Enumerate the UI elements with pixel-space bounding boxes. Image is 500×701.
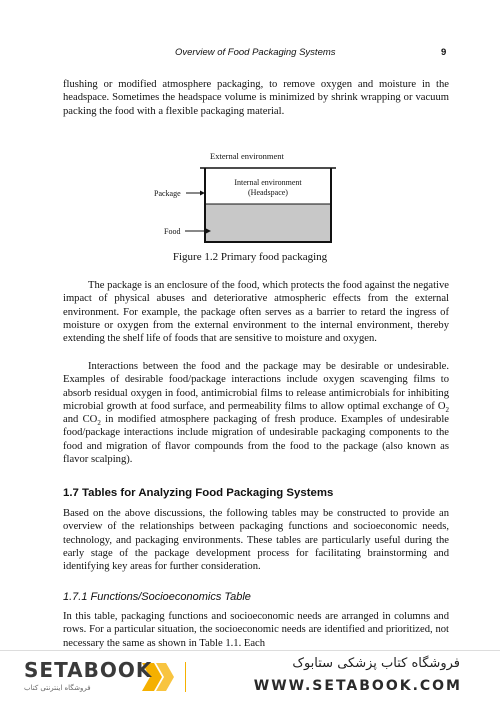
paragraph-tables-overview: Based on the above discussions, the following tables may be constructed to provide an overview of the relationships between packaging functions and socioeconomic needs, technology, and packaging environments. These tables are particularly useful during the early stage of the package development process for facilitating brainstorming and identifying key areas for further consideration. <box>63 508 449 573</box>
food-region <box>205 204 331 242</box>
o2-subscript: 2 <box>445 406 449 414</box>
food-label: Food <box>164 227 181 236</box>
setabook-logo-text: SETABOOK <box>24 658 153 682</box>
subsection-heading: 1.7.1 Functions/Socioeconomics Table <box>63 591 251 603</box>
primary-packaging-diagram <box>150 148 350 248</box>
paragraph-intro: flushing or modified atmosphere packaging, to remove oxygen and moisture in the headspace. Sometimes the headspace volume is minimized by shrink wrapping or vacuum packing the food with a flexible packaging material. <box>63 79 449 117</box>
running-header <box>0 47 500 61</box>
page-number: 9 <box>441 47 447 58</box>
paragraph-interactions <box>63 360 449 466</box>
footer-divider <box>185 662 186 692</box>
store-name: فروشگاه کتاب پزشکی ستابوک <box>292 656 460 671</box>
paragraph-interactions-part3: in modified atmosphere packaging of fresh produce. Examples of undesirable food/package interactions include migration of undesirable packaging components to the food and migration of flavor compounds from the food to the package (also known as flavor scalping). <box>63 414 449 466</box>
paragraph-package-enclosure: The package is an enclosure of the food, which protects the food against the negative impact of physical abuses and deteriorative atmospheric effects from the external environment. For example, the package often serves as a barrier to retard the ingress of moisture or oxygen from the external environment to the internal environment, thereby extending the shelf life of foods that are sensitive to moisture and oxygen. <box>63 280 449 345</box>
paragraph-functions-table: In this table, packaging functions and socioeconomic needs are arranged in columns and rows. For a particular situation, the socioeconomic needs are identified and prioritized, not necessary the same as shown in Table 1.1. Each <box>63 611 449 649</box>
store-url: WWW.SETABOOK.COM <box>253 678 462 694</box>
setabook-logo-subtitle: فروشگاه اینترنتی کتاب <box>24 684 91 692</box>
paragraph-interactions-part1: Interactions between the food and the package may be desirable or undesirable. Examples of desirable food/package interactions include oxygen scavenging films to absorb residual oxygen in food, antimicrobial films to release antimicrobials for inhibiting microbial growth at food surface, and permeability films to allow optimal exchange of O <box>63 361 449 412</box>
figure-caption: Figure 1.2 Primary food packaging <box>172 251 328 263</box>
headspace-label: (Headspace) <box>248 188 288 197</box>
internal-environment-label: Internal environment <box>234 178 302 187</box>
external-environment-label: External environment <box>210 151 284 161</box>
running-title: Overview of Food Packaging Systems <box>175 47 336 58</box>
package-label: Package <box>154 189 181 198</box>
section-heading: 1.7 Tables for Analyzing Food Packaging Systems <box>63 487 334 499</box>
paragraph-interactions-part2: and CO <box>63 414 98 426</box>
co2-subscript: 2 <box>97 419 101 428</box>
